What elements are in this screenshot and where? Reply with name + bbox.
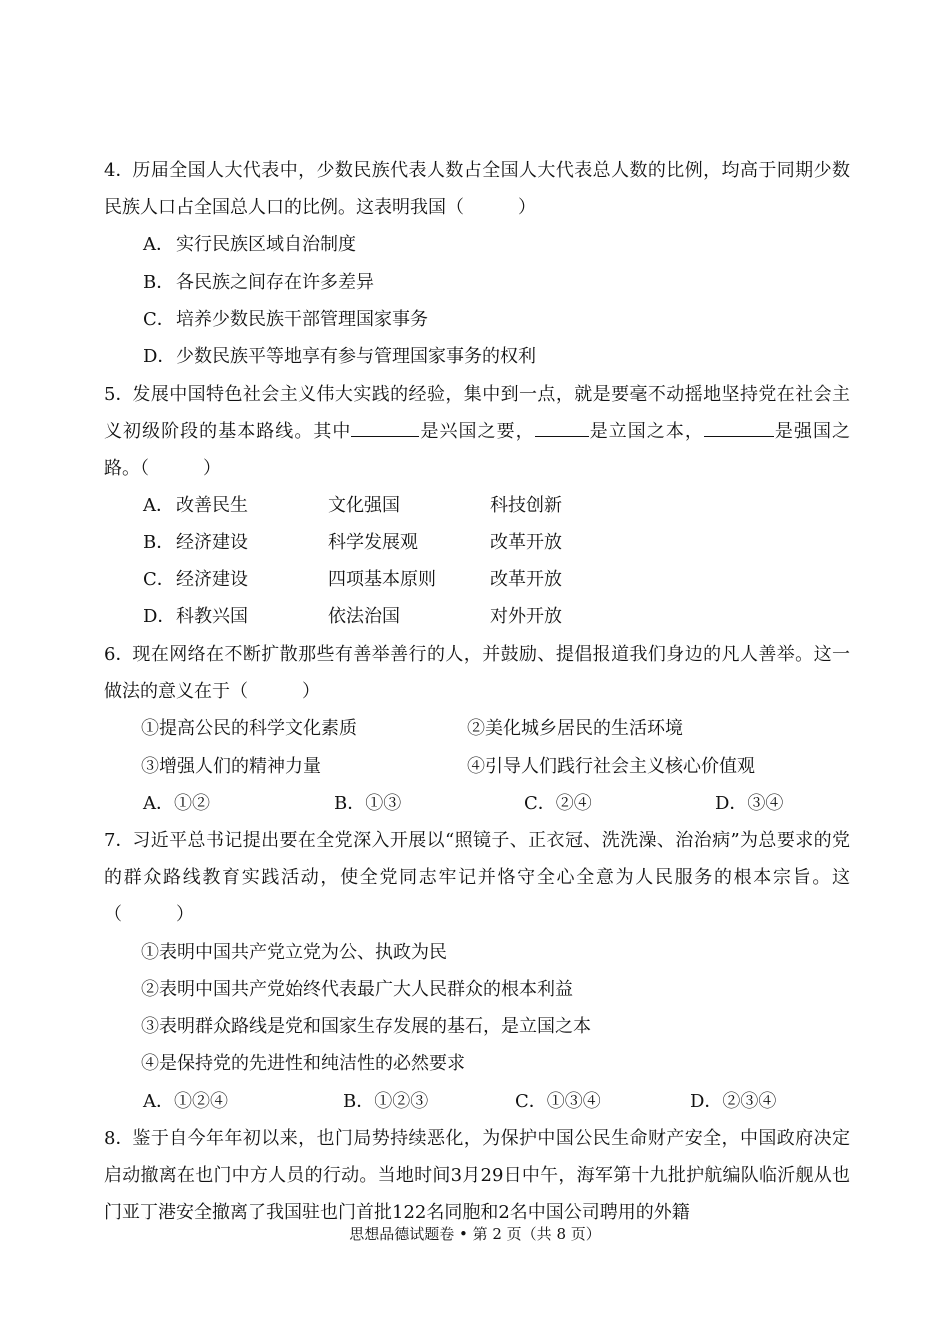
statement-2: ②美化城乡居民的生活环境 (467, 718, 683, 739)
option-text: 对外开放 (490, 606, 562, 627)
choice-c: C．②④ (524, 793, 592, 814)
question-4-option-b (143, 264, 374, 301)
question-text: 是强国之路。（ ） (104, 421, 851, 479)
option-text: 文化强国 (328, 495, 400, 516)
option-text: 科技创新 (490, 495, 562, 516)
page-footer: 思想品德试题卷 • 第 2 页（共 8 页） (349, 1225, 601, 1243)
option-letter: B． (143, 532, 175, 553)
option-text: 改革开放 (490, 532, 562, 553)
question-5-option-c-letter (143, 561, 248, 598)
option-letter: C． (143, 569, 175, 590)
question-text: 是立国之本， (588, 421, 704, 442)
option-letter: D． (143, 606, 176, 627)
question-5-option-b-letter (143, 524, 248, 561)
answer-blank (535, 414, 589, 437)
question-text: 发展中国特色社会主义伟大实践的经验，集中到一点，就是要毫不动摇地坚持党在社会主义初级阶段的基本路线。其中 (104, 384, 850, 442)
question-5-option-d-letter (143, 598, 248, 635)
question-number: 6． (104, 644, 134, 665)
option-text: 四项基本原则 (328, 569, 436, 590)
statement-1: ①提高公民的科学文化素质 (141, 718, 357, 739)
option-text: 实行民族区域自治制度 (176, 234, 356, 255)
question-4-option-a (143, 226, 356, 263)
statement-4: ④引导人们践行社会主义核心价值观 (467, 756, 755, 777)
option-letter: A． (143, 234, 174, 255)
option-text: 依法治国 (328, 606, 400, 627)
option-text: 经济建设 (176, 569, 248, 590)
option-text: 培养少数民族干部管理国家事务 (176, 309, 428, 330)
statement-1: ①表明中国共产党立党为公、执政为民 (141, 942, 447, 963)
option-text: 改善民生 (176, 495, 248, 516)
question-text: 现在网络在不断扩散那些有善举善行的人，并鼓励、提倡报道我们身边的凡人善举。这一做法的意义在于（ ） (104, 644, 850, 702)
question-6-stem (104, 636, 850, 710)
option-text: 科教兴国 (176, 606, 248, 627)
option-letter: C． (143, 309, 175, 330)
question-text: 习近平总书记提出要在全党深入开展以“照镜子、正衣冠、洗洗澡、治治病”为总要求的党的群众路线教育实践活动，使全党同志牢记并恪守全心全意为人民服务的根本宗旨。这（ ） (104, 830, 850, 925)
question-text: 鉴于自今年年初以来，也门局势持续恶化，为保护中国公民生命财产安全，中国政府决定启动撤离在也门中方人员的行动。当地时间3月29日中午，海军第十九批护航编队临沂舰从也门亚丁港安全撤离了我国驻也门首批122名同胞和2名中国公司聘用的外籍 (104, 1128, 850, 1223)
option-text: 少数民族平等地享有参与管理国家事务的权利 (176, 346, 536, 367)
option-text: 改革开放 (490, 569, 562, 590)
answer-blank (351, 414, 419, 437)
option-letter: D． (143, 346, 176, 367)
question-text: 历届全国人大代表中，少数民族代表人数占全国人大代表总人数的比例，均高于同期少数民族人口占全国总人口的比例。这表明我国（ ） (104, 160, 850, 218)
option-text: 各民族之间存在许多差异 (176, 272, 374, 293)
option-letter: B． (143, 272, 175, 293)
choice-d: D．②③④ (690, 1091, 777, 1112)
statement-3: ③表明群众路线是党和国家生存发展的基石，是立国之本 (141, 1016, 591, 1037)
statement-3: ③增强人们的精神力量 (141, 756, 321, 777)
question-number: 5． (104, 384, 134, 405)
choice-b: B．①②③ (343, 1091, 429, 1112)
question-4-option-c (143, 301, 428, 338)
question-number: 7． (104, 830, 134, 851)
question-4-stem (104, 152, 850, 226)
question-number: 4． (104, 160, 134, 181)
question-5-stem (104, 376, 850, 487)
question-4-option-d (143, 338, 536, 375)
question-number: 8． (104, 1128, 134, 1149)
option-letter: A． (143, 495, 174, 516)
choice-a: A．①② (143, 793, 210, 814)
choice-d: D．③④ (715, 793, 784, 814)
statement-2: ②表明中国共产党始终代表最广大人民群众的根本利益 (141, 979, 573, 1000)
question-8-stem (104, 1120, 850, 1231)
statement-4: ④是保持党的先进性和纯洁性的必然要求 (141, 1053, 465, 1074)
option-text: 经济建设 (176, 532, 248, 553)
answer-blank (704, 414, 774, 437)
choice-b: B．①③ (334, 793, 402, 814)
choice-a: A．①②④ (143, 1091, 228, 1112)
question-7-stem (104, 822, 850, 933)
option-text: 科学发展观 (328, 532, 418, 553)
question-5-option-a-letter (143, 487, 248, 524)
question-text: 是兴国之要， (419, 421, 535, 442)
choice-c: C．①③④ (515, 1091, 601, 1112)
